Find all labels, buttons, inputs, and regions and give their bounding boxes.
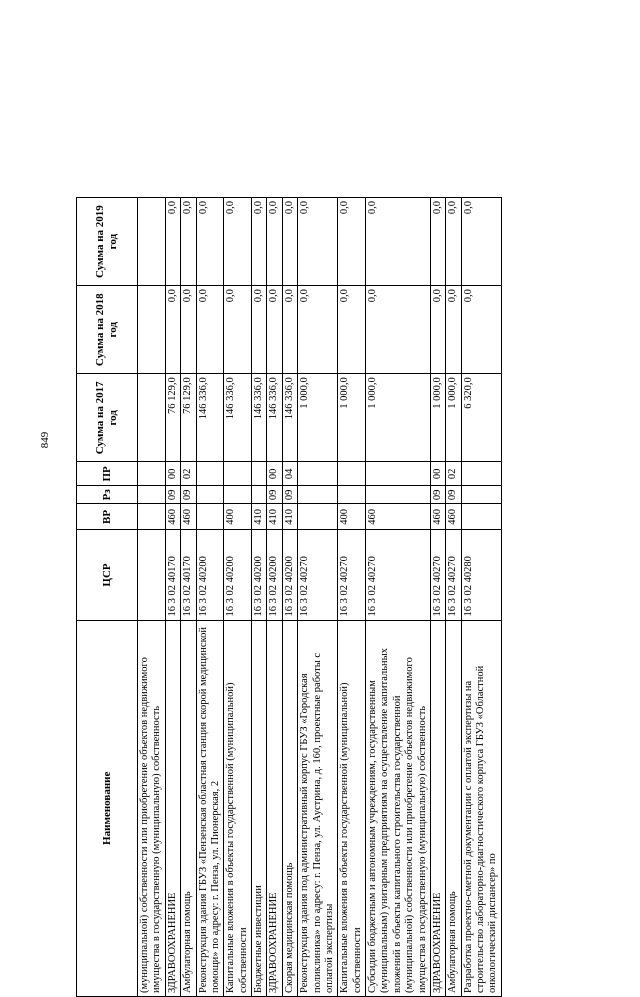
cell-rz: 09 bbox=[181, 486, 196, 504]
cell-pr bbox=[366, 462, 431, 486]
cell-csr: 16 3 02 40170 bbox=[181, 530, 196, 620]
header-sum-2019: Сумма на 2019 год bbox=[77, 198, 138, 286]
table-row bbox=[165, 198, 180, 997]
cell-sum-2017: 146 336,0 bbox=[267, 374, 282, 462]
table-body bbox=[138, 198, 502, 997]
cell-pr: 00 bbox=[165, 462, 180, 486]
cell-sum-2019: 0,0 bbox=[252, 198, 267, 286]
cell-pr bbox=[138, 462, 166, 486]
table-row bbox=[196, 198, 224, 997]
cell-sum-2018: 0,0 bbox=[165, 286, 180, 374]
cell-sum-2017: 1 000,0 bbox=[298, 374, 338, 462]
cell-name: Капитальные вложения в объекты государственной (муниципальной) собственности bbox=[224, 620, 252, 996]
cell-sum-2019: 0,0 bbox=[338, 198, 366, 286]
table-row bbox=[366, 198, 431, 997]
cell-sum-2017: 1 000,0 bbox=[366, 374, 431, 462]
header-rz: Рз bbox=[77, 486, 138, 504]
cell-sum-2019: 0,0 bbox=[196, 198, 224, 286]
cell-name: ЗДРАВООХРАНЕНИЕ bbox=[430, 620, 445, 996]
cell-vr bbox=[461, 504, 501, 530]
cell-vr: 410 bbox=[252, 504, 267, 530]
table-row bbox=[282, 198, 297, 997]
header-vr: ВР bbox=[77, 504, 138, 530]
cell-sum-2018: 0,0 bbox=[224, 286, 252, 374]
cell-name: Капитальные вложения в объекты государственной (муниципальной) собственности bbox=[338, 620, 366, 996]
cell-sum-2019: 0,0 bbox=[298, 198, 338, 286]
cell-sum-2018: 0,0 bbox=[181, 286, 196, 374]
cell-csr: 16 3 02 40270 bbox=[446, 530, 461, 620]
cell-vr: 460 bbox=[165, 504, 180, 530]
cell-sum-2018: 0,0 bbox=[282, 286, 297, 374]
cell-csr: 16 3 02 40200 bbox=[224, 530, 252, 620]
cell-sum-2019: 0,0 bbox=[224, 198, 252, 286]
cell-sum-2018: 0,0 bbox=[446, 286, 461, 374]
cell-sum-2017: 146 336,0 bbox=[252, 374, 267, 462]
cell-rz bbox=[138, 486, 166, 504]
cell-rz: 09 bbox=[165, 486, 180, 504]
cell-sum-2019 bbox=[138, 198, 166, 286]
table-header-row bbox=[77, 198, 138, 997]
cell-sum-2019: 0,0 bbox=[461, 198, 501, 286]
cell-vr bbox=[196, 504, 224, 530]
cell-sum-2017: 76 129,0 bbox=[165, 374, 180, 462]
rotated-page-content bbox=[76, 197, 586, 997]
cell-sum-2018: 0,0 bbox=[338, 286, 366, 374]
cell-csr: 16 3 02 40270 bbox=[298, 530, 338, 620]
cell-sum-2017: 1 000,0 bbox=[338, 374, 366, 462]
cell-rz bbox=[252, 486, 267, 504]
cell-name: Реконструкция здания под административный корпус ГБУЗ «Городская поликлиника» по адресу: г. Пенза, ул. Аустрина, д. 160, проектные работы с оплатой экспертизы bbox=[298, 620, 338, 996]
cell-sum-2019: 0,0 bbox=[446, 198, 461, 286]
cell-vr: 460 bbox=[446, 504, 461, 530]
cell-pr bbox=[224, 462, 252, 486]
cell-pr bbox=[252, 462, 267, 486]
cell-name: Амбулаторная помощь bbox=[181, 620, 196, 996]
budget-table bbox=[76, 197, 502, 997]
cell-vr: 400 bbox=[338, 504, 366, 530]
cell-sum-2017: 1 000,0 bbox=[430, 374, 445, 462]
cell-sum-2019: 0,0 bbox=[267, 198, 282, 286]
cell-name: (муниципальной) собственности или приобретение объектов недвижимого имущества в государственную (муниципальную) собственность bbox=[138, 620, 166, 996]
cell-sum-2017: 1 000,0 bbox=[446, 374, 461, 462]
cell-name: ЗДРАВООХРАНЕНИЕ bbox=[165, 620, 180, 996]
cell-name: Бюджетные инвестиции bbox=[252, 620, 267, 996]
cell-csr: 16 3 02 40270 bbox=[366, 530, 431, 620]
cell-pr bbox=[461, 462, 501, 486]
cell-sum-2018: 0,0 bbox=[461, 286, 501, 374]
cell-csr: 16 3 02 40280 bbox=[461, 530, 501, 620]
cell-rz: 09 bbox=[282, 486, 297, 504]
cell-csr bbox=[138, 530, 166, 620]
cell-pr: 00 bbox=[267, 462, 282, 486]
table-row bbox=[446, 198, 461, 997]
cell-sum-2019: 0,0 bbox=[165, 198, 180, 286]
cell-vr: 400 bbox=[224, 504, 252, 530]
cell-rz: 09 bbox=[267, 486, 282, 504]
table-row bbox=[430, 198, 445, 997]
cell-name: Амбулаторная помощь bbox=[446, 620, 461, 996]
cell-rz bbox=[461, 486, 501, 504]
table-row bbox=[298, 198, 338, 997]
cell-vr: 410 bbox=[267, 504, 282, 530]
header-sum-2017: Сумма на 2017 год bbox=[77, 374, 138, 462]
page-number: 849 bbox=[39, 431, 51, 449]
cell-sum-2018 bbox=[138, 286, 166, 374]
cell-csr: 16 3 02 40200 bbox=[267, 530, 282, 620]
header-pr: ПР bbox=[77, 462, 138, 486]
cell-vr: 410 bbox=[282, 504, 297, 530]
cell-name: Субсидии бюджетным и автономным учреждениям, государственным (муниципальным) унитарным предприятиям на осуществление капитальных вложений в объекты капитального строительства государственной (муниципальной) собственности или приобретение объектов недвижимого имущества в государственную (муниципальную) собственность bbox=[366, 620, 431, 996]
cell-rz: 09 bbox=[430, 486, 445, 504]
cell-vr: 460 bbox=[366, 504, 431, 530]
cell-vr bbox=[298, 504, 338, 530]
cell-rz bbox=[366, 486, 431, 504]
header-name: Наименование bbox=[77, 620, 138, 996]
cell-csr: 16 3 02 40170 bbox=[165, 530, 180, 620]
cell-csr: 16 3 02 40200 bbox=[252, 530, 267, 620]
cell-sum-2018: 0,0 bbox=[196, 286, 224, 374]
cell-sum-2018: 0,0 bbox=[267, 286, 282, 374]
cell-sum-2017: 6 320,0 bbox=[461, 374, 501, 462]
header-csr: ЦСР bbox=[77, 530, 138, 620]
cell-sum-2018: 0,0 bbox=[298, 286, 338, 374]
cell-rz: 09 bbox=[446, 486, 461, 504]
table-row bbox=[138, 198, 166, 997]
table-row bbox=[461, 198, 501, 997]
cell-name: Скорая медицинская помощь bbox=[282, 620, 297, 996]
cell-sum-2019: 0,0 bbox=[181, 198, 196, 286]
cell-sum-2018: 0,0 bbox=[430, 286, 445, 374]
cell-pr bbox=[298, 462, 338, 486]
cell-csr: 16 3 02 40200 bbox=[196, 530, 224, 620]
cell-rz bbox=[298, 486, 338, 504]
cell-rz bbox=[224, 486, 252, 504]
cell-sum-2017: 146 336,0 bbox=[224, 374, 252, 462]
cell-pr: 00 bbox=[430, 462, 445, 486]
cell-sum-2019: 0,0 bbox=[282, 198, 297, 286]
cell-sum-2017: 146 336,0 bbox=[282, 374, 297, 462]
cell-sum-2017 bbox=[138, 374, 166, 462]
table-row bbox=[267, 198, 282, 997]
cell-rz bbox=[338, 486, 366, 504]
cell-csr: 16 3 02 40270 bbox=[338, 530, 366, 620]
cell-pr: 02 bbox=[181, 462, 196, 486]
cell-sum-2018: 0,0 bbox=[252, 286, 267, 374]
cell-pr: 04 bbox=[282, 462, 297, 486]
table-row bbox=[338, 198, 366, 997]
cell-rz bbox=[196, 486, 224, 504]
header-sum-2018: Сумма на 2018 год bbox=[77, 286, 138, 374]
cell-pr bbox=[196, 462, 224, 486]
cell-name: ЗДРАВООХРАНЕНИЕ bbox=[267, 620, 282, 996]
cell-vr: 460 bbox=[430, 504, 445, 530]
cell-csr: 16 3 02 40270 bbox=[430, 530, 445, 620]
cell-sum-2019: 0,0 bbox=[430, 198, 445, 286]
table-row bbox=[181, 198, 196, 997]
cell-name: Реконструкция здания ГБУЗ «Пензенская областная станция скорой медицинской помощи» по адресу: г. Пенза, ул. Пионерская, 2 bbox=[196, 620, 224, 996]
cell-pr: 02 bbox=[446, 462, 461, 486]
cell-name: Разработка проектно-сметной документации с оплатой экспертизы на строительство лабораторно-диагностического корпуса ГБУЗ «Областной онкологический диспансер» по bbox=[461, 620, 501, 996]
cell-csr: 16 3 02 40200 bbox=[282, 530, 297, 620]
cell-vr: 460 bbox=[181, 504, 196, 530]
cell-vr bbox=[138, 504, 166, 530]
table-row bbox=[252, 198, 267, 997]
cell-sum-2017: 76 129,0 bbox=[181, 374, 196, 462]
cell-sum-2017: 146 336,0 bbox=[196, 374, 224, 462]
cell-sum-2018: 0,0 bbox=[366, 286, 431, 374]
cell-sum-2019: 0,0 bbox=[366, 198, 431, 286]
table-row bbox=[224, 198, 252, 997]
cell-pr bbox=[338, 462, 366, 486]
